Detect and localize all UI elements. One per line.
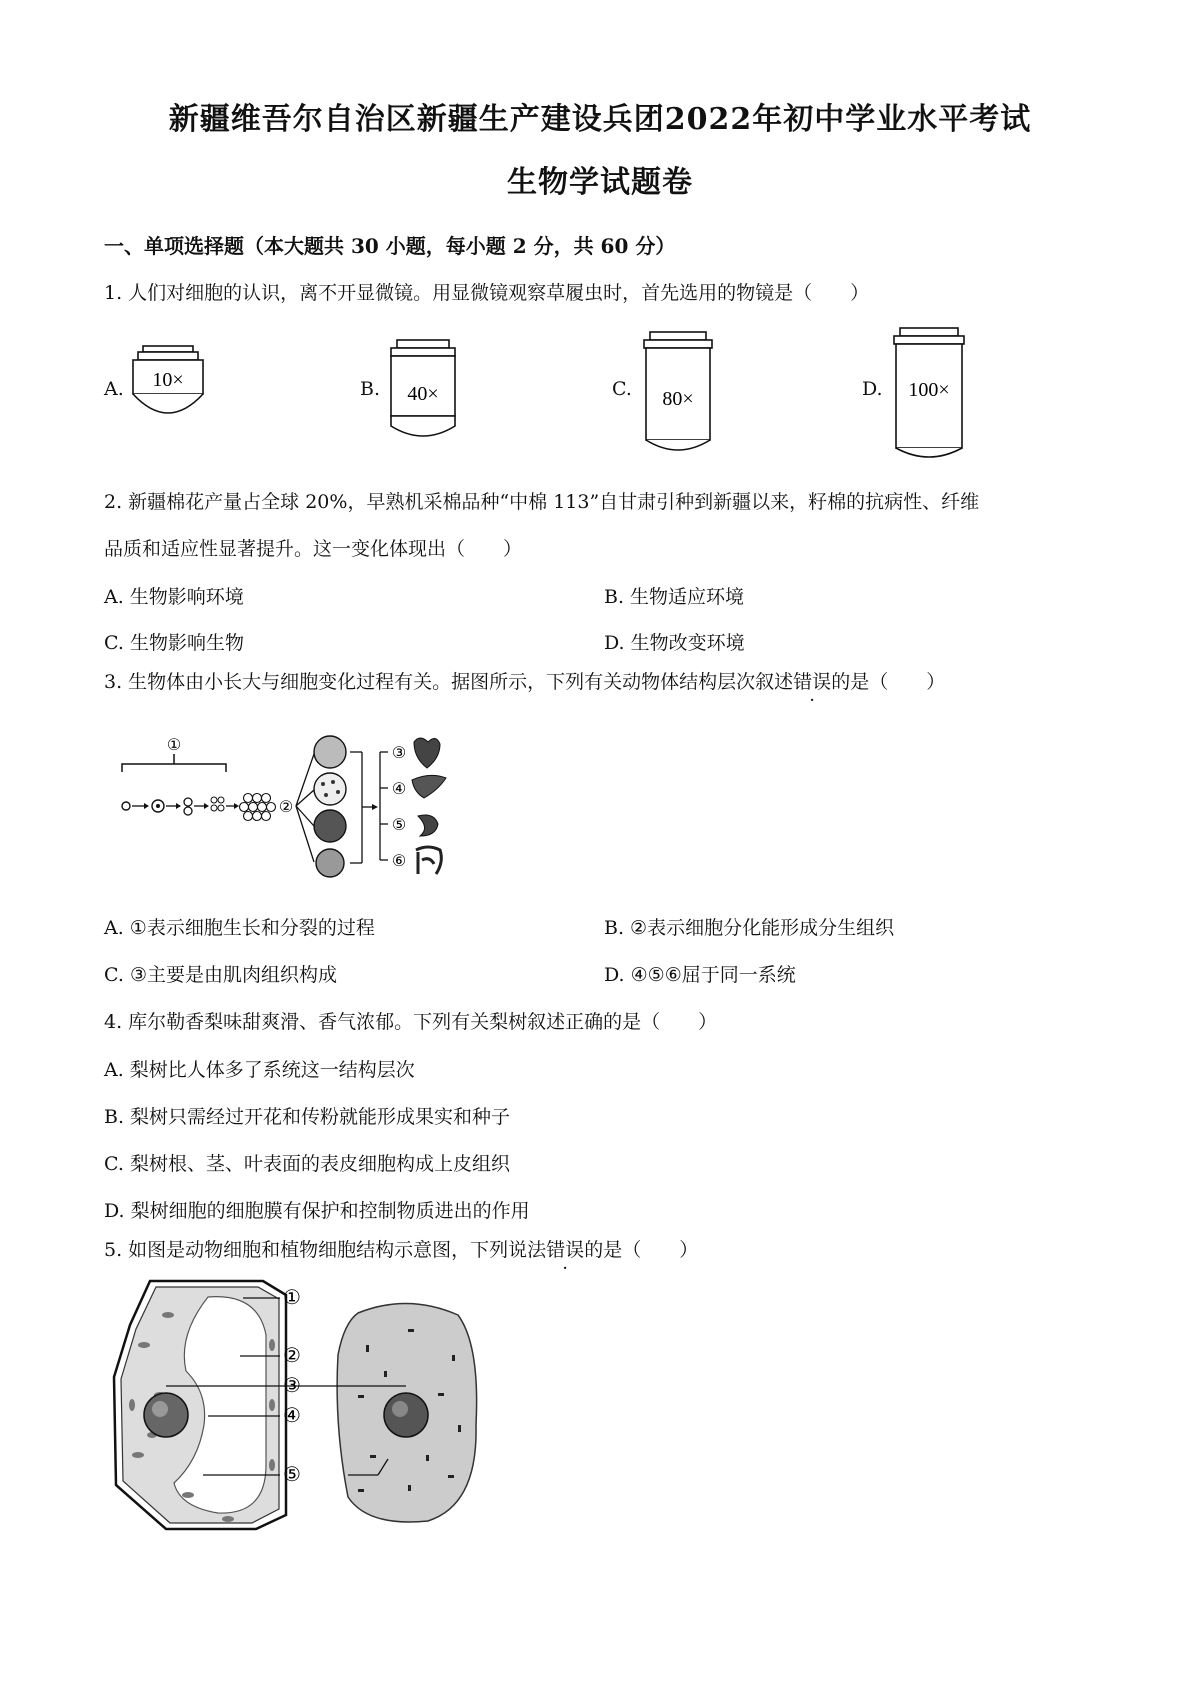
question-2-option-d: D. 生物改变环境 (604, 632, 745, 654)
question-2-option-b: B. 生物适应环境 (604, 586, 745, 608)
lens-mark-c: 80× (662, 388, 694, 410)
cell-label-4: ④ (283, 1405, 301, 1427)
question-5-stem-emphasis: 错误 (546, 1239, 585, 1261)
option-d-label: D. (862, 378, 883, 400)
figure-label-4: ④ (391, 781, 407, 798)
cell-label-5: ⑤ (283, 1464, 301, 1486)
cell-label-3: ③ (283, 1375, 301, 1397)
objective-lens-d (888, 326, 970, 466)
question-5-stem (104, 1235, 698, 1262)
objective-lens-b (385, 338, 461, 448)
question-3-option-c: C. ③主要是由肌肉组织构成 (104, 964, 337, 986)
question-3-stem-post: 的是（ ） (831, 671, 946, 693)
question-4-stem: 4. 库尔勒香梨味甜爽滑、香气浓郁。下列有关梨树叙述正确的是（ ） (104, 1011, 718, 1033)
question-4-option-c: C. 梨树根、茎、叶表面的表皮细胞构成上皮组织 (104, 1153, 510, 1175)
option-c-label: C. (612, 378, 632, 400)
question-2-option-a: A. 生物影响环境 (104, 586, 244, 608)
question-3-option-d: D. ④⑤⑥屈于同一系统 (604, 964, 796, 986)
question-5-stem-post: 的是（ ） (584, 1239, 699, 1261)
page-title: 新疆维吾尔自治区新疆生产建设兵团2022年初中学业水平考试 (168, 102, 1032, 137)
objective-lens-a (128, 344, 208, 426)
cell-label-2: ② (283, 1345, 301, 1367)
figure-label-1: ① (166, 737, 182, 754)
lens-mark-a: 10× (152, 369, 184, 391)
question-1-stem: 1. 人们对细胞的认识，离不开显微镜。用显微镜观察草履虫时，首先选用的物镜是（ ） (104, 282, 870, 304)
question-4-option-b: B. 梨树只需经过开花和传粉就能形成果实和种子 (104, 1106, 511, 1128)
lens-mark-d: 100× (908, 379, 950, 401)
objective-lens-c (638, 330, 718, 460)
question-3-stem (104, 667, 945, 694)
question-4-option-d: D. 梨树细胞的细胞膜有保护和控制物质进出的作用 (104, 1200, 530, 1222)
question-3-stem-pre: 3. 生物体由小长大与细胞变化过程有关。据图所示，下列有关动物体结构层次叙述 (104, 671, 794, 693)
figure-label-2: ② (278, 799, 294, 816)
figure-label-5: ⑤ (391, 817, 407, 834)
question-3-option-a: A. ①表示细胞生长和分裂的过程 (104, 917, 375, 939)
question-4-option-a: A. 梨树比人体多了系统这一结构层次 (104, 1059, 415, 1081)
page-subtitle: 生物学试题卷 (507, 165, 693, 200)
question-2-stem-line1: 2. 新疆棉花产量占全球 20%，早熟机采棉品种“中棉 113”自甘肃引种到新疆以来，籽棉的抗病性、纤维 (104, 491, 980, 513)
animal-development-figure (118, 732, 478, 878)
question-2-stem-line2: 品质和适应性显著提升。这一变化体现出（ ） (104, 538, 523, 560)
lens-mark-b: 40× (407, 383, 439, 405)
figure-label-3: ③ (391, 745, 407, 762)
cell-structure-figure (108, 1275, 528, 1535)
cell-label-1: ① (283, 1287, 301, 1309)
question-5-stem-pre: 5. 如图是动物细胞和植物细胞结构示意图，下列说法 (104, 1239, 547, 1261)
option-a-label: A. (104, 378, 124, 400)
figure-label-6: ⑥ (391, 853, 407, 870)
question-2-option-c: C. 生物影响生物 (104, 632, 244, 654)
section-heading: 一、单项选择题（本大题共 30 小题，每小题 2 分，共 60 分） (104, 234, 676, 258)
question-3-option-b: B. ②表示细胞分化能形成分生组织 (604, 917, 895, 939)
option-b-label: B. (360, 378, 381, 400)
question-3-stem-emphasis: 错误 (793, 671, 832, 693)
